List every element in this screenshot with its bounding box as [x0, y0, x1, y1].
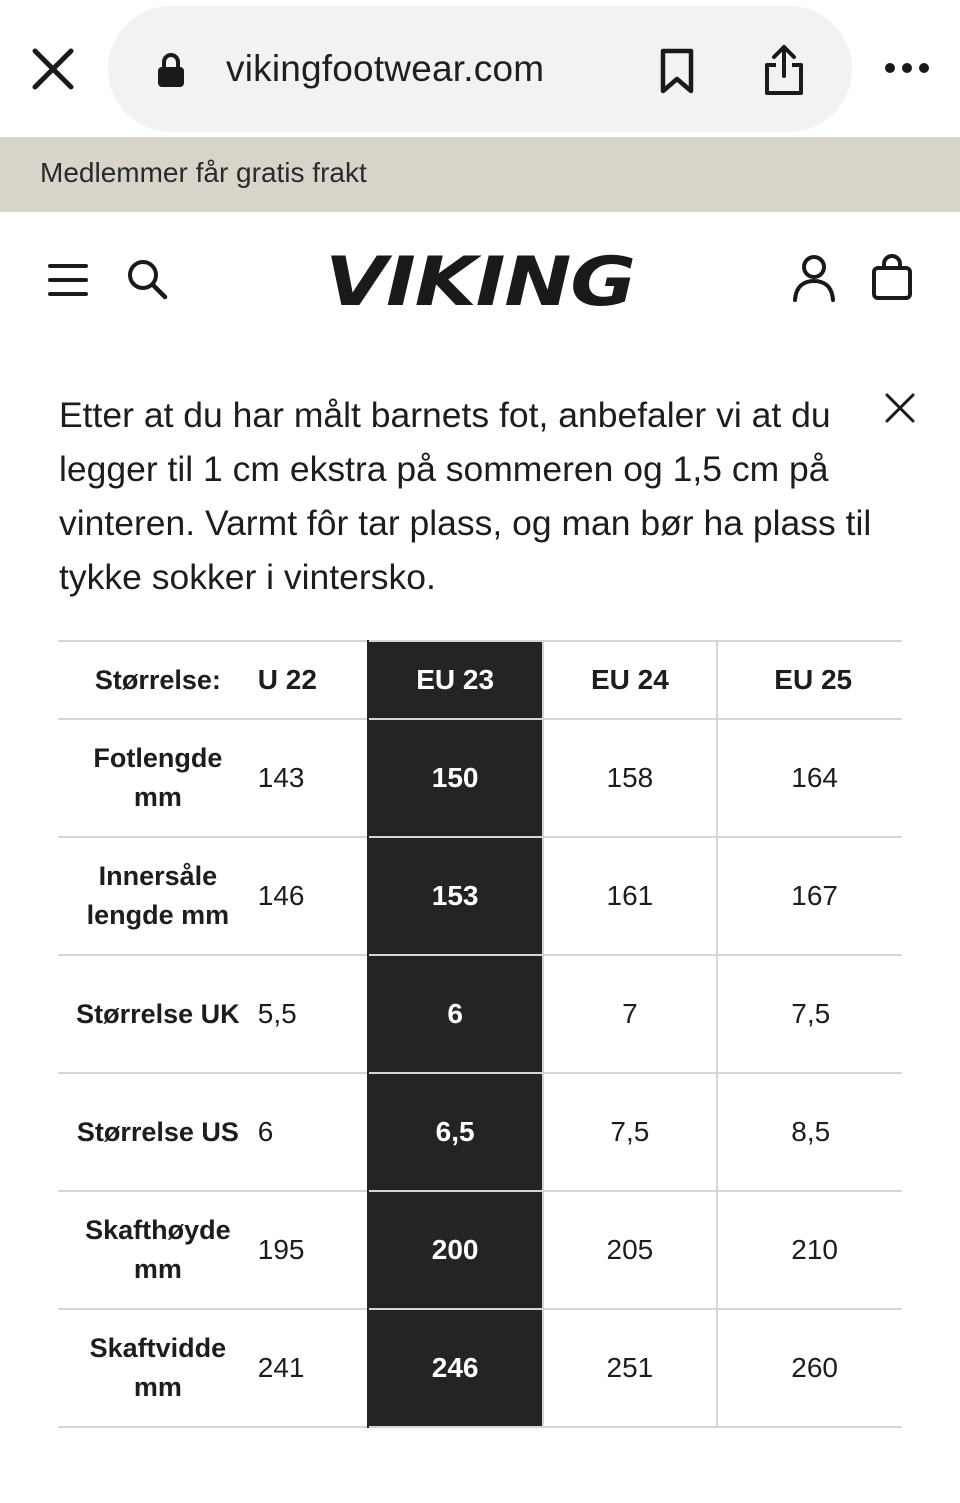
size-table-cell: 158 — [543, 719, 718, 837]
size-table-cell: 200 — [368, 1191, 543, 1309]
size-row-label: Skafthøyde mm — [58, 1191, 258, 1309]
size-table-cell: 195 — [257, 1234, 305, 1265]
close-icon[interactable] — [30, 46, 76, 92]
size-table-row — [58, 837, 902, 955]
size-table-row — [58, 1073, 902, 1191]
size-table-cell: 246 — [368, 1309, 543, 1427]
size-header-label: Størrelse: — [58, 641, 258, 719]
size-table-cell: 8,5 — [717, 1073, 902, 1191]
size-row-label: Fotlengde mm — [58, 719, 258, 837]
size-row-label: Størrelse UK — [58, 955, 258, 1073]
size-table-row — [58, 1309, 902, 1427]
size-table-cell: 7 — [543, 955, 718, 1073]
viking-logo[interactable]: VIKING — [325, 243, 635, 322]
size-table-row — [58, 719, 902, 837]
size-table-cell: 6 — [257, 1116, 274, 1147]
bookmark-icon[interactable] — [658, 48, 696, 94]
size-column-header[interactable]: U 22 — [257, 664, 317, 695]
size-table-cell: 241 — [257, 1352, 305, 1383]
size-row-label: Innersåle lengde mm — [58, 837, 258, 955]
size-column-header[interactable]: EU 25 — [717, 641, 902, 719]
share-icon[interactable] — [762, 44, 806, 96]
size-table-cell: 205 — [543, 1191, 718, 1309]
size-table-cell: 5,5 — [257, 998, 297, 1029]
promo-text: Medlemmer får gratis frakt — [40, 157, 367, 188]
size-table-cell: 7,5 — [543, 1073, 718, 1191]
size-table-cell: 6 — [368, 955, 543, 1073]
size-table-scroll-area[interactable] — [58, 640, 902, 1435]
size-table-cell: 146 — [257, 880, 305, 911]
size-table-cell: 150 — [368, 719, 543, 837]
browser-toolbar — [0, 0, 960, 137]
address-bar[interactable] — [108, 6, 852, 132]
promo-banner — [0, 137, 960, 212]
url-text: vikingfootwear.com — [226, 48, 545, 89]
close-icon[interactable] — [884, 392, 916, 424]
size-table-cell: 153 — [368, 837, 543, 955]
more-icon[interactable] — [884, 58, 930, 78]
size-column-header[interactable]: EU 23 — [368, 641, 543, 719]
account-icon[interactable] — [792, 254, 836, 302]
search-icon[interactable] — [126, 258, 168, 300]
size-column-header[interactable]: EU 24 — [543, 641, 718, 719]
hamburger-menu-icon[interactable] — [48, 262, 88, 298]
size-row-label: Størrelse US — [58, 1073, 258, 1191]
size-table-cell: 251 — [543, 1309, 718, 1427]
size-table-cell: 6,5 — [368, 1073, 543, 1191]
size-table-row — [58, 1191, 902, 1309]
size-table-cell: 7,5 — [717, 955, 902, 1073]
size-guide-info-text: Etter at du har målt barnets fot, anbefaler vi at du legger til 1 cm ekstra på sommeren og 1,5 cm på vinteren. Varmt fôr tar plass, og man bør ha plass til tykke sokker i vintersko. — [59, 395, 872, 597]
size-header-row — [58, 641, 902, 719]
size-table — [58, 640, 902, 1428]
size-table-cell: 210 — [717, 1191, 902, 1309]
size-table-cell: 164 — [717, 719, 902, 837]
size-table-cell: 260 — [717, 1309, 902, 1427]
size-table-cell: 143 — [257, 762, 305, 793]
lock-icon — [156, 52, 186, 88]
size-table-row — [58, 955, 902, 1073]
size-row-label: Skaftvidde mm — [58, 1309, 258, 1427]
size-table-cell: 161 — [543, 837, 718, 955]
size-table-cell: 167 — [717, 837, 902, 955]
shopping-bag-icon[interactable] — [870, 254, 914, 300]
